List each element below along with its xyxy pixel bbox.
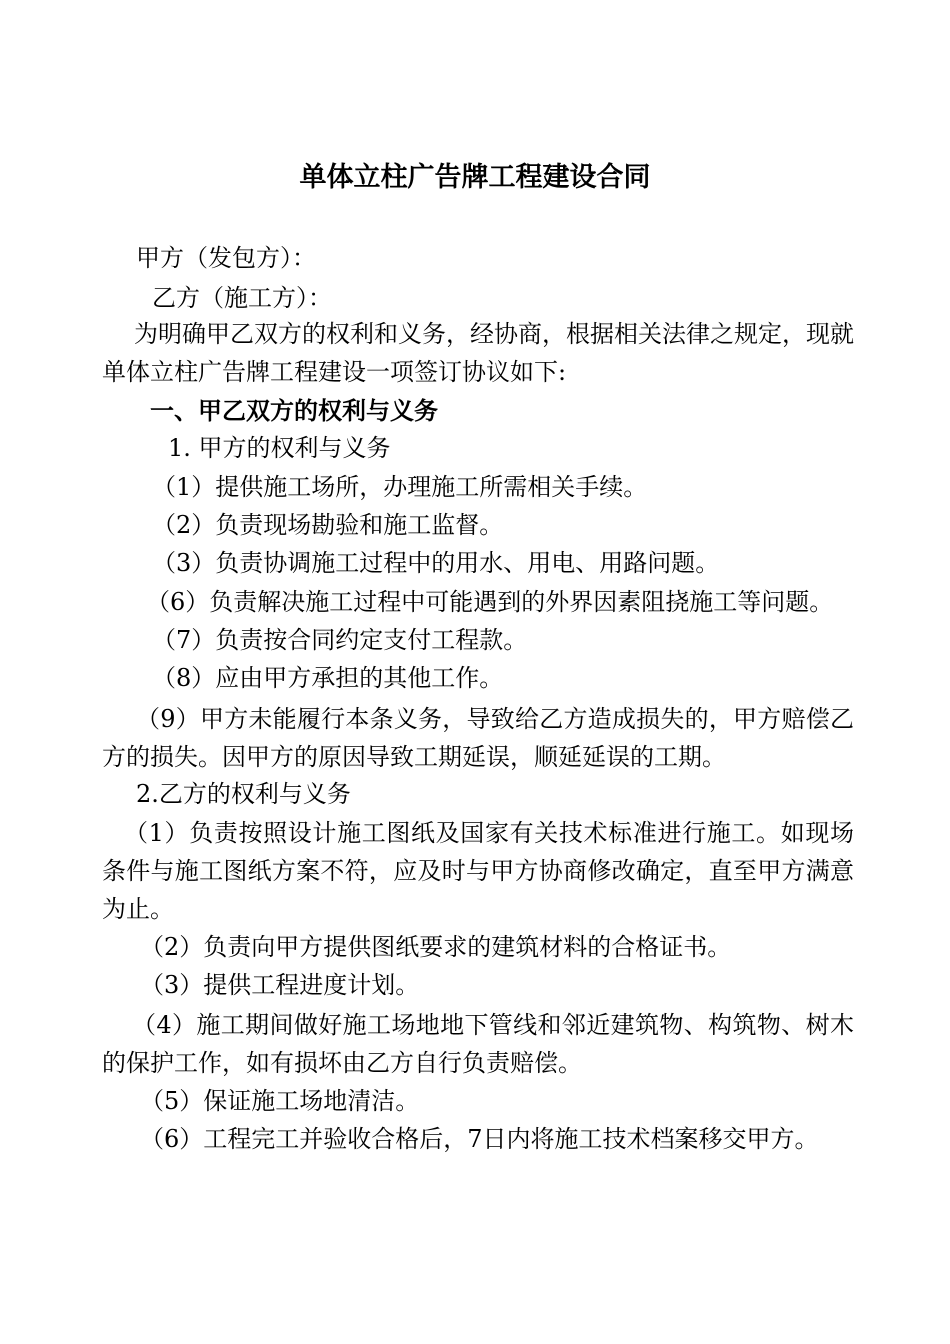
- list-item: （2）负责向甲方提供图纸要求的建筑材料的合格证书。: [140, 933, 732, 961]
- sub2-heading: 2.乙方的权利与义务: [136, 780, 351, 808]
- party-a-line: 甲方（发包方）：: [136, 244, 316, 272]
- list-item: （4）施工期间做好施工场地地下管线和邻近建筑物、构筑物、树木的保护工作，如有损坏由乙方自行负责赔偿。: [102, 1011, 854, 1077]
- list-item: （7）负责按合同约定支付工程款。: [152, 626, 528, 654]
- list-item: （8）应由甲方承担的其他工作。: [152, 664, 504, 692]
- party-b-line: 乙方（施工方）：: [152, 284, 332, 312]
- list-item: （6）负责解决施工过程中可能遇到的外界因素阻挠施工等问题。: [146, 588, 834, 616]
- list-item: （3）提供工程进度计划。: [140, 971, 420, 999]
- list-item: （2）负责现场勘验和施工监督。: [152, 511, 504, 539]
- list-item: （1）负责按照设计施工图纸及国家有关技术标准进行施工。如现场条件与施工图纸方案不符，应及时与甲方协商修改确定，直至甲方满意为止。: [102, 819, 854, 923]
- list-item: （6）工程完工并验收合格后，7日内将施工技术档案移交甲方。: [140, 1125, 819, 1153]
- list-item: （9）甲方未能履行本条义务，导致给乙方造成损失的，甲方赔偿乙方的损失。因甲方的原因导致工期延误，顺延延误的工期。: [102, 705, 854, 771]
- list-item: （1）提供施工场所，办理施工所需相关手续。: [152, 473, 648, 501]
- intro-paragraph: 为明确甲乙双方的权利和义务，经协商，根据相关法律之规定，现就单体立柱广告牌工程建设一项签订协议如下:: [102, 320, 854, 386]
- list-item: （3）负责协调施工过程中的用水、用电、用路问题。: [152, 549, 720, 577]
- section1-heading: 一、甲乙双方的权利与义务: [150, 397, 438, 425]
- document-title: 单体立柱广告牌工程建设合同: [299, 162, 651, 193]
- list-item: （5）保证施工场地清洁。: [140, 1087, 420, 1115]
- sub1-heading: 1. 甲方的权利与义务: [168, 434, 391, 462]
